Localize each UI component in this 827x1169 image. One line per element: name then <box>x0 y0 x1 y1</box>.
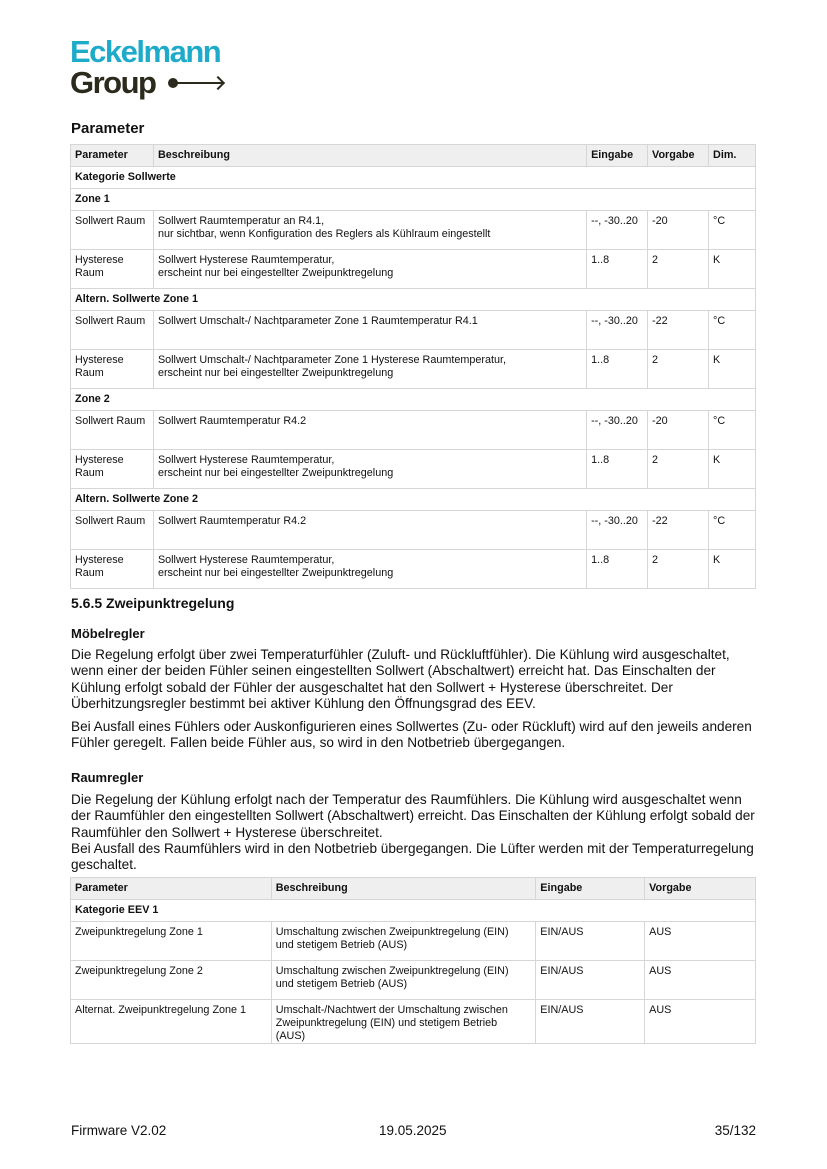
table-cell: Hysterese Raum <box>71 550 154 589</box>
table-cell: -22 <box>648 311 709 350</box>
paragraph: Die Regelung erfolgt über zwei Temperaturfühler (Zuluft- und Rückluftfühler). Die Kühlung wird ausgeschaltet, wenn einer der beiden Fühler seinen eingestellten Sollwert (Abschaltwert) erreicht hat. Das Einschalten der Kühlung erfolgt sobald der Fühler der ausgeschaltet hat den Sollwert + Hysterese überschreitet. Der Überhitzungsregler bestimmt bei aktiver Kühlung den Öffnungsgrad des EEV. <box>71 647 730 711</box>
table-cell: Sollwert Hysterese Raumtemperatur, erscheint nur bei eingestellter Zweipunktregelung <box>153 450 586 489</box>
table-row <box>71 450 756 489</box>
table-cell: Zweipunktregelung Zone 2 <box>71 961 272 1000</box>
table-cell: °C <box>709 411 756 450</box>
section-label: Altern. Sollwerte Zone 2 <box>71 489 756 511</box>
table-row <box>71 961 756 1000</box>
table-cell: K <box>709 350 756 389</box>
section-row <box>71 900 756 922</box>
column-header: Parameter <box>71 878 272 900</box>
footer-date: 19.05.2025 <box>379 1123 447 1138</box>
table-cell: Hysterese Raum <box>71 450 154 489</box>
table-row <box>71 311 756 350</box>
table-cell: 2 <box>648 350 709 389</box>
table-cell: Sollwert Hysterese Raumtemperatur, erscheint nur bei eingestellter Zweipunktregelung <box>153 550 586 589</box>
table-cell: AUS <box>645 1000 756 1044</box>
section-label: Zone 2 <box>71 389 756 411</box>
table-row <box>71 511 756 550</box>
paragraph: Die Regelung der Kühlung erfolgt nach der Temperatur des Raumfühlers. Die Kühlung wird ausgeschaltet wenn der Raumfühler den eingestellten Sollwert (Abschaltwert) erreicht. Das Einschalten der Kühlung erfolgt sobald der Raumfühler den Sollwert + Hysterese überschreitet. Bei Ausfall des Raumfühlers wird in den Notbetrieb übergegangen. Die Lüfter werden mit der Temperaturregelung geschaltet. <box>71 792 755 873</box>
logo-line2: Group <box>70 65 156 100</box>
heading-raumregler: Raumregler <box>71 770 144 785</box>
table-cell: °C <box>709 511 756 550</box>
column-header: Eingabe <box>536 878 645 900</box>
table-cell: 2 <box>648 450 709 489</box>
table-cell: Sollwert Raumtemperatur R4.2 <box>153 411 586 450</box>
table-row <box>71 922 756 961</box>
section-label: Altern. Sollwerte Zone 1 <box>71 289 756 311</box>
footer-page-number: 35/132 <box>714 1123 756 1138</box>
table-cell: Sollwert Raum <box>71 511 154 550</box>
heading-zweipunktregelung: 5.6.5 Zweipunktregelung <box>71 595 235 611</box>
table-cell: 2 <box>648 250 709 289</box>
table-cell: Sollwert Hysterese Raumtemperatur, erscheint nur bei eingestellter Zweipunktregelung <box>153 250 586 289</box>
table-cell: Sollwert Raumtemperatur R4.2 <box>153 511 586 550</box>
table-cell: -22 <box>648 511 709 550</box>
table-cell: --, -30..20 <box>587 311 648 350</box>
table-cell: -20 <box>648 211 709 250</box>
column-header: Eingabe <box>587 145 648 167</box>
section-row <box>71 189 756 211</box>
section-row <box>71 389 756 411</box>
table-cell: EIN/AUS <box>536 1000 645 1044</box>
table-cell: --, -30..20 <box>587 511 648 550</box>
table-row <box>71 411 756 450</box>
table-row <box>71 250 756 289</box>
table-cell: --, -30..20 <box>587 411 648 450</box>
table-cell: 1..8 <box>587 550 648 589</box>
table-cell: Umschaltung zwischen Zweipunktregelung (EIN) und stetigem Betrieb (AUS) <box>271 922 536 961</box>
section-row <box>71 489 756 511</box>
table-cell: Sollwert Raumtemperatur an R4.1, nur sichtbar, wenn Konfiguration des Reglers als Kühlraum eingestellt <box>153 211 586 250</box>
section-title: Parameter <box>71 120 145 137</box>
table-cell: Umschalt-/Nachtwert der Umschaltung zwischen Zweipunktregelung (EIN) und stetigem Betrieb (AUS) <box>271 1000 536 1044</box>
column-header: Dim. <box>709 145 756 167</box>
table-cell: Hysterese Raum <box>71 250 154 289</box>
parameter-table-eev <box>70 877 756 1044</box>
section-row <box>71 167 756 189</box>
column-header: Vorgabe <box>645 878 756 900</box>
table-row <box>71 1000 756 1044</box>
logo-line1: Eckelmann <box>70 34 221 69</box>
footer-firmware: Firmware V2.02 <box>71 1123 167 1138</box>
table-cell: 2 <box>648 550 709 589</box>
table-cell: Sollwert Raum <box>71 411 154 450</box>
section-row <box>71 289 756 311</box>
table-cell: Sollwert Umschalt-/ Nachtparameter Zone 1 Raumtemperatur R4.1 <box>153 311 586 350</box>
arrow-icon <box>168 77 224 89</box>
table-cell: °C <box>709 211 756 250</box>
table-cell: EIN/AUS <box>536 922 645 961</box>
table-cell: -20 <box>648 411 709 450</box>
section-label: Zone 1 <box>71 189 756 211</box>
table-cell: AUS <box>645 961 756 1000</box>
table-cell: 1..8 <box>587 250 648 289</box>
table-cell: AUS <box>645 922 756 961</box>
column-header: Parameter <box>71 145 154 167</box>
table-row <box>71 211 756 250</box>
column-header: Beschreibung <box>271 878 536 900</box>
paragraph: Bei Ausfall eines Fühlers oder Auskonfigurieren eines Sollwertes (Zu- oder Rückluft) wird auf den jeweils anderen Fühler geregelt. Fallen beide Fühler aus, so wird in den Notbetrieb übergegangen. <box>71 719 752 751</box>
table-cell: Hysterese Raum <box>71 350 154 389</box>
table-cell: 1..8 <box>587 450 648 489</box>
column-header: Vorgabe <box>648 145 709 167</box>
table-cell: Zweipunktregelung Zone 1 <box>71 922 272 961</box>
table-cell: K <box>709 550 756 589</box>
column-header: Beschreibung <box>153 145 586 167</box>
table-cell: K <box>709 450 756 489</box>
eckelmann-logo <box>70 36 224 98</box>
table-cell: °C <box>709 311 756 350</box>
table-cell: K <box>709 250 756 289</box>
heading-moebelregler: Möbelregler <box>71 626 145 641</box>
table-row <box>71 350 756 389</box>
table-cell: Sollwert Umschalt-/ Nachtparameter Zone 1 Hysterese Raumtemperatur, erscheint nur bei eingestellter Zweipunktregelung <box>153 350 586 389</box>
section-label: Kategorie EEV 1 <box>71 900 756 922</box>
table-cell: Sollwert Raum <box>71 211 154 250</box>
table-cell: Alternat. Zweipunktregelung Zone 1 <box>71 1000 272 1044</box>
table-row <box>71 550 756 589</box>
table-cell: --, -30..20 <box>587 211 648 250</box>
table-cell: 1..8 <box>587 350 648 389</box>
table-cell: Umschaltung zwischen Zweipunktregelung (EIN) und stetigem Betrieb (AUS) <box>271 961 536 1000</box>
section-label: Kategorie Sollwerte <box>71 167 756 189</box>
table-cell: Sollwert Raum <box>71 311 154 350</box>
parameter-table-sollwerte <box>70 144 756 589</box>
table-cell: EIN/AUS <box>536 961 645 1000</box>
